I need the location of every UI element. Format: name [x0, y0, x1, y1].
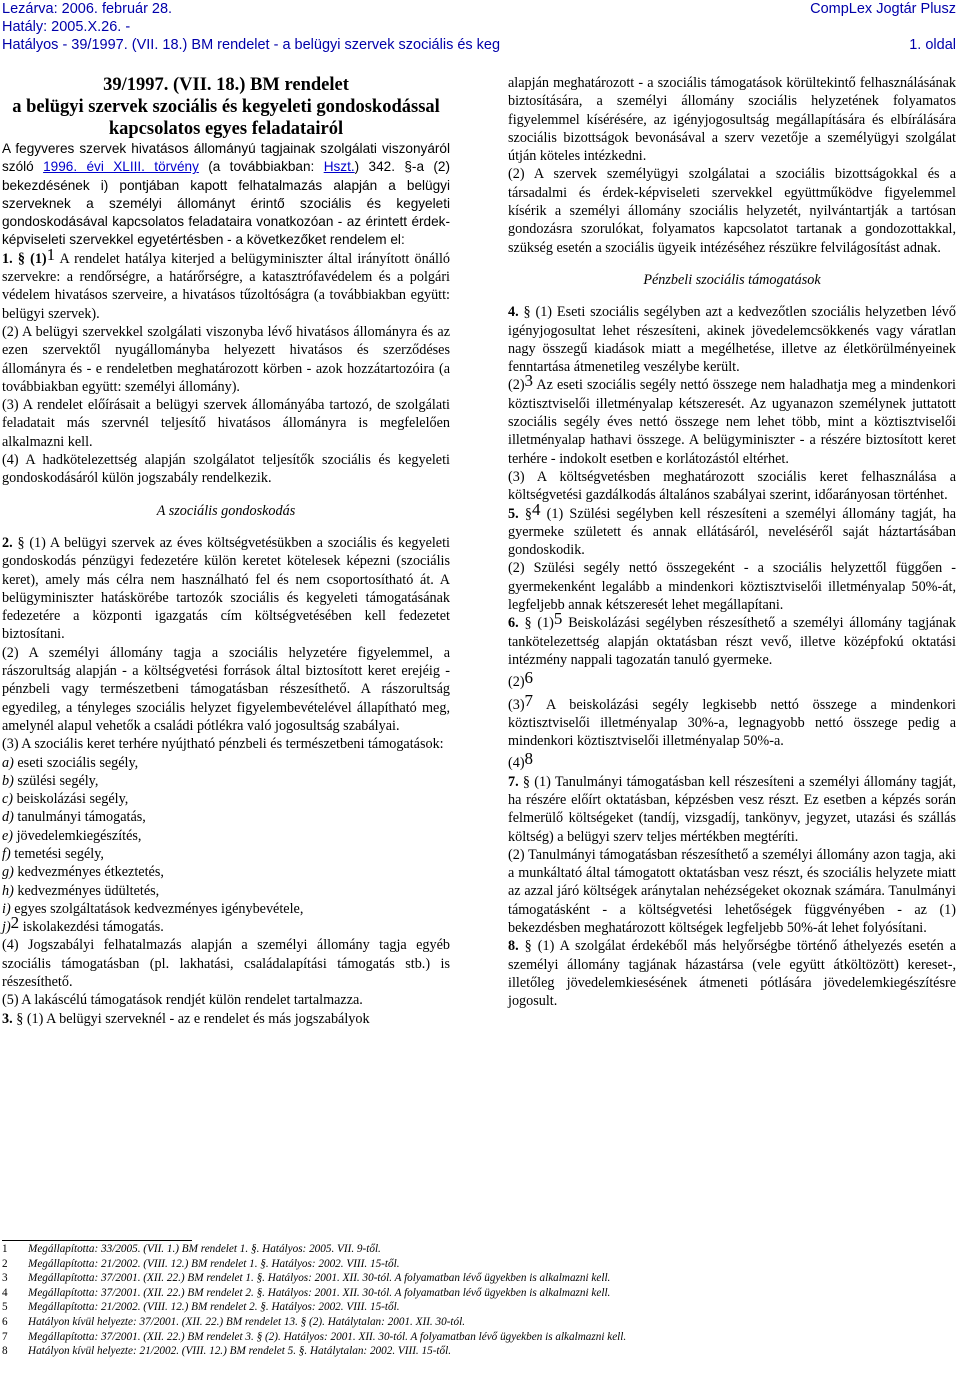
section-7-para-2: (2) Tanulmányi támogatásban részesíthető a személyi állomány azon tagja, aki a munkáltató által támogatott oktatásban vesz részt, és szociális helyzete miatt az azzal járó költségek aránytalan nehézségeket okoznak számára. Tanulmányi támogatásként - a költségvetési lehetőségek függvényében - az (1) bekezdésben meghatározott költségek legfeljebb 50%-át lehet folyósítani.: [508, 846, 956, 937]
paragraph-text: § (1) A belügyi szerveknél - az e rendelet és más jogszabályok: [12, 1010, 370, 1027]
left-column: [2, 74, 450, 1028]
footnote-number: 5: [2, 1301, 8, 1314]
list-letter: b): [2, 772, 14, 789]
paragraph-text: § (1) Eseti szociális segélyben azt a kedvezőtlen szociális helyzetben lévő igényjogosultat lehet részesíteni, akinek jövedelemcsökkenés vagy váratlan nagy összegű kiadások miatt a megélhetése, illetve az életkörülményeinek fenntartása átmenetileg veszélybe került.: [508, 304, 956, 376]
paragraph-text: A beiskolázási segély legkisebb nettó összege a mindenkori köztisztviselői illetményalap 30%-a, legnagyobb nettó összege pedig a mindenkori köztisztviselői illetményalap 50%-a.: [508, 696, 956, 750]
list-text: eseti szociális segély,: [13, 754, 139, 771]
footnote-text: Megállapította: 37/2001. (XII. 22.) BM rendelet 1. §. Hatályos: 2001. XII. 30-tól. A folyamatban lévő ügyekben is alkalmazni kell.: [28, 1272, 611, 1285]
footnote-text: Megállapította: 21/2002. (VIII. 12.) BM rendelet 2. §. Hatályos: 2002. VIII. 15-től.: [28, 1301, 400, 1314]
footnote-ref[interactable]: 8: [524, 749, 534, 769]
list-item: [2, 913, 450, 936]
section-4-para-3: (3) A költségvetésben meghatározott szociális keret felhasználása a költségvetési gazdálkodás általános szabályai szerint, időarányosan történhet.: [508, 468, 956, 504]
section-5-para-2: (2) Szülési segély nettó összegeként - a szociális helyzettől függően - gyermekenként legalább a mindenkori köztisztviselői illetményalap 50%-át, legfeljebb annak kétszeresét lehet megállapítani.: [508, 560, 956, 614]
document-subtitle: a belügyi szervek szociális és kegyeleti gondoskodással kapcsolatos egyes feladatairól: [12, 97, 440, 139]
section-number: 5.: [508, 505, 519, 522]
footnote-ref[interactable]: 7: [524, 690, 534, 710]
list-text: beiskolázási segély,: [13, 791, 129, 808]
section-6-para-3: [508, 690, 956, 751]
preamble: [2, 140, 450, 250]
section-heading-cash-support: Pénzbeli szociális támogatások: [643, 271, 821, 288]
section-heading-social-care: A szociális gondoskodás: [156, 502, 296, 519]
hszt-link[interactable]: Hszt.: [323, 159, 355, 175]
footnote-ref[interactable]: 4: [531, 499, 541, 519]
footnote: [2, 1286, 952, 1301]
footnote-ref[interactable]: 5: [553, 609, 563, 629]
list-text: iskolakezdési támogatás.: [19, 919, 164, 936]
section-number: 8.: [508, 938, 519, 955]
paragraph-text: § (1) A szolgálat érdekéből más helyőrségbe történő áthelyezés esetén a személyi állomány tagjának házastársa (vele együtt átköltözött) kereset-, illetőleg jövedelemkiesésének átmeneti pótlására jövedelemkiegészítésre jogosult.: [508, 938, 956, 1010]
list-letter: i): [2, 900, 11, 917]
list-letter: a): [2, 754, 14, 771]
footnote-number: 6: [2, 1315, 8, 1328]
right-column: [508, 74, 956, 1011]
footnote-text: Hatályon kívül helyezte: 21/2002. (VIII. 12.) BM rendelet 5. §. Hatálytalan: 2002. VIII. 15-től.: [28, 1345, 452, 1358]
list-item: [2, 754, 450, 772]
list-item: [2, 772, 450, 790]
section-2-para-5: (5) A lakáscélú támogatások rendjét külön rendelet tartalmazza.: [2, 992, 363, 1009]
list-letter: j): [2, 919, 11, 936]
paragraph-sign: § (1): [518, 615, 554, 632]
footnotes: [2, 1242, 952, 1359]
list-text: temetési segély,: [10, 845, 104, 862]
footnote-number: 3: [2, 1272, 8, 1285]
footnote-text: Megállapította: 37/2001. (XII. 22.) BM rendelet 2. §. Hatályos: 2001. XII. 30-tól. A folyamatban lévő ügyekben is alkalmazni kell.: [28, 1286, 611, 1299]
product-name: CompLex Jogtár Plusz: [810, 1, 956, 17]
paragraph-text: A rendelet hatálya kiterjed a belügyminiszter által irányított önálló szervekre: a rendőrségre, a határőrségre, a katasztrófavédelem és a polgári védelem hivatásos szerveire, a hivatásos tűzoltóságra (a továbbiakban együtt: belügyi szervek).: [2, 250, 450, 322]
list-item: [2, 808, 450, 826]
section-8-para-1: [508, 937, 956, 1010]
list-item: [2, 827, 450, 845]
paragraph-number: (3): [508, 696, 525, 713]
paragraph-number: (2): [508, 377, 525, 394]
paragraph-text: Az eseti szociális segély nettó összege nem haladhatja meg a mindenkori köztisztviselői illetményalap kétszeresét. Az ugyanazon személynek juttatott szociális segély éves nettó összege nem lehet több, mint a köztisztviselői illetményalap hathavi összege. A belügyminiszter - a részére biztosított keret terhére - indokolt esetben e korlátozástól eltérhet.: [508, 377, 956, 467]
list-item: [2, 863, 450, 881]
list-letter: f): [2, 845, 11, 862]
footnote: [2, 1344, 952, 1359]
effective-date: Hatály: 2005.X.26. -: [2, 19, 131, 35]
section-2-para-1: [2, 534, 450, 644]
list-letter: e): [2, 827, 14, 844]
section-1-para-1: [2, 244, 450, 323]
list-item: [2, 845, 450, 863]
section-7-para-1: [508, 773, 956, 846]
footnote-text: Hatályon kívül helyezte: 37/2001. (XII. 22.) BM rendelet 13. § (2). Hatálytalan: 2001. XII. 30-tól.: [28, 1315, 466, 1328]
paragraph-text: (1) Szülési segélyben kell részesíteni a személyi állomány tagját, ha gyermeke született és annak ellátásáról, neveléséről saját háztartásában gondoskodik.: [508, 505, 956, 559]
list-item: [2, 900, 450, 918]
section-6-para-4: [508, 749, 956, 772]
paragraph-text: Beiskolázási segélyben részesíthető a személyi állomány tagjának tankötelezettség alapján oktatásban részt vevő, illetve középfokú oktatási intézmény nappali tagozatán tanuló gyermeke.: [508, 615, 956, 668]
section-number: 7.: [508, 773, 519, 790]
list-letter: d): [2, 809, 14, 826]
section-number: 6.: [508, 615, 519, 632]
list-text: egyes szolgáltatások kedvezményes igénybevétele,: [10, 900, 304, 917]
footnote: [2, 1330, 952, 1345]
preamble-text: A fegyveres szervek hivatásos állományú tagjainak szolgálati viszonyáról szóló: [2, 141, 450, 175]
list-text: szülési segély,: [13, 772, 99, 789]
page-header: [2, 0, 956, 54]
paragraph-text: § (1) Tanulmányi támogatásban kell részesíteni a személyi állomány tagját, ha részére előírt oktatásban, képzésben vesz részt. Ez esetben a képzés során felmerülő költségeket (tandíj, vizsgadíj, tankönyv, jegyzet, utazási és szállás költség) a belügyi szerv teljes mértékben megtéríti.: [508, 773, 956, 845]
footnote: [2, 1242, 952, 1257]
list-text: kedvezményes étkeztetés,: [13, 864, 164, 881]
preamble-text-2: (a továbbiakban:: [198, 159, 324, 175]
section-number: 2.: [2, 534, 13, 551]
footnote-ref[interactable]: 2: [10, 913, 20, 933]
footnote-number: 1: [2, 1243, 8, 1255]
section-4-para-1: [508, 303, 956, 376]
page-number: 1. oldal: [909, 37, 956, 53]
section-number: 1. § (1): [2, 250, 47, 267]
paragraph-sign: §: [518, 505, 532, 522]
paragraph-number: (4): [508, 755, 525, 772]
section-5-para-1: [508, 499, 956, 560]
section-3-para-1: [2, 1010, 450, 1028]
preamble-text-3: ) 342. §-a (2) bekezdésének i) pontjában kapott felhatalmazás alapján a belügyi szerveknek a személyi állományt érintő szociális és kegyeleti gondoskodásával kapcsolatos feladataira vonatkozóan - az érintett érdek-képviseleti szervekkel egyetértésben - a következőket rendelem el:: [2, 159, 450, 248]
list-text: kedvezményes üdültetés,: [13, 882, 160, 899]
section-3-para-2: (2) A szervek személyügyi szolgálatai a szociális bizottságokkal és a társadalmi és érdek-képviseleti szervekkel együttműködve figyelemmel kísérik a személyi állomány szociális helyzetét, nyilvántartják a tartósan gondozásra szorulókat, folyamatos kapcsolatot tartanak a gondozottakkal, szükség esetén a szociális ügyeik intézéséhez részükre felvilágosítást adnak.: [508, 166, 956, 256]
footnote-ref[interactable]: 1: [46, 244, 56, 264]
list-letter: g): [2, 864, 14, 881]
section-1-para-4: (4) A hadkötelezettség alapján szolgálatot teljesítők szociális és kegyeleti gondoskodásáról külön jogszabály rendelkezik.: [2, 452, 450, 487]
section-1-para-2: (2) A belügyi szervekkel szolgálati viszonyba lévő hivatásos állományra és az ezen szervektől nyugállományba helyezett hivatásos és szerződéses állományra és - e rendeletben meghatározott körben - azok hozzátartozóira (a továbbiakban együtt: személyi állomány).: [2, 323, 450, 395]
section-2-para-2: (2) A személyi állomány tagja a szociális helyzetére figyelemmel, a rászorultság alapján - a költségvetési források által biztosított keret erejéig - pénzbeli vagy természetbeni támogatásban részesíthető. A rászorultság egyedileg, a tényleges szociális helyzet figyelembevételével állapítható meg, amelynél alapul vehetők a családi pótlékra való jogosultság szabályai.: [2, 644, 450, 734]
document-status: Hatályos - 39/1997. (VII. 18.) BM rendelet - a belügyi szervek szociális és keg: [2, 37, 501, 53]
footnote-text: Megállapította: 33/2005. (VII. 1.) BM rendelet 1. §. Hatályos: 2005. VII. 9-től.: [28, 1243, 381, 1255]
footnote-number: 8: [2, 1345, 8, 1358]
section-6-para-2: [508, 668, 956, 691]
list-text: tanulmányi támogatás,: [13, 809, 146, 826]
section-3-para-1-cont: alapján meghatározott - a szociális támogatások körültekintő felhasználásának biztosítására, a személyi állomány szociális helyzetének folyamatos figyelemmel kísérésére, az igényjogosultság megállapítására és elbírálására szociális bizottságok bevonásával a szerv vezetője a személyügyi szolgálat útján köteles intézkedni.: [508, 75, 956, 165]
section-number: 3.: [2, 1010, 13, 1027]
list-letter: h): [2, 882, 14, 899]
footnote: [2, 1271, 952, 1286]
paragraph-number: (2): [508, 674, 525, 691]
list-item: [2, 790, 450, 808]
footnote-text: Megállapította: 21/2002. (VIII. 12.) BM rendelet 1. §. Hatályos: 2002. VIII. 15-től.: [28, 1257, 400, 1270]
list-item: [2, 882, 450, 900]
section-2-para-3: (3) A szociális keret terhére nyújtható pénzbeli és természetbeni támogatások:: [2, 736, 444, 753]
footnote: [2, 1257, 952, 1272]
law-link[interactable]: 1996. évi XLIII. törvény: [43, 159, 199, 175]
support-type-list: [2, 754, 450, 937]
section-4-para-2: [508, 371, 956, 467]
footnote-text: Megállapította: 37/2001. (XII. 22.) BM rendelet 3. § (2). Hatályos: 2001. XII. 30-tól. A folyamatban lévő ügyekben is alkalmazni kell.: [28, 1330, 627, 1343]
footnote-ref[interactable]: 3: [524, 371, 534, 391]
list-text: jövedelemkiegészítés,: [13, 827, 142, 844]
list-letter: c): [2, 791, 14, 808]
paragraph-text: § (1) A belügyi szervek az éves költségvetésükben a szociális és kegyeleti gondoskodás pénzügyi fedezetére külön keretet kötelesek képezni (szociális keret), amely más célra nem használható fel és nem csoportosítható át. A belügyminiszter hatáskörébe tartozók szociális és kegyeleti támogatásának fedezetére a központi igazgatás cím költségvetésében kell fedezetet biztosítani.: [2, 534, 450, 643]
section-2-para-4: (4) Jogszabályi felhatalmazás alapján a személyi állomány tagja egyéb szociális támogatásban (pl. lakhatási, családalapítási támogatás stb.) is részesíthető.: [2, 937, 450, 991]
section-1-para-3: (3) A rendelet előírásait a belügyi szervek állományába tartozó, de szolgálati feladatait más szervnél teljesítő hivatásos állományra is megfelelően alkalmazni kell.: [2, 397, 450, 450]
document-title: 39/1997. (VII. 18.) BM rendelet: [103, 75, 349, 95]
footnote-number: 4: [2, 1286, 8, 1299]
footnote-number: 7: [2, 1330, 8, 1343]
footnote: [2, 1315, 952, 1330]
closing-date: Lezárva: 2006. február 28.: [2, 1, 173, 17]
footnote: [2, 1300, 952, 1315]
section-number: 4.: [508, 304, 519, 321]
section-6-para-1: [508, 609, 956, 669]
footnote-ref[interactable]: 6: [524, 668, 534, 688]
footnote-separator: [2, 1240, 192, 1241]
footnote-number: 2: [2, 1257, 8, 1270]
